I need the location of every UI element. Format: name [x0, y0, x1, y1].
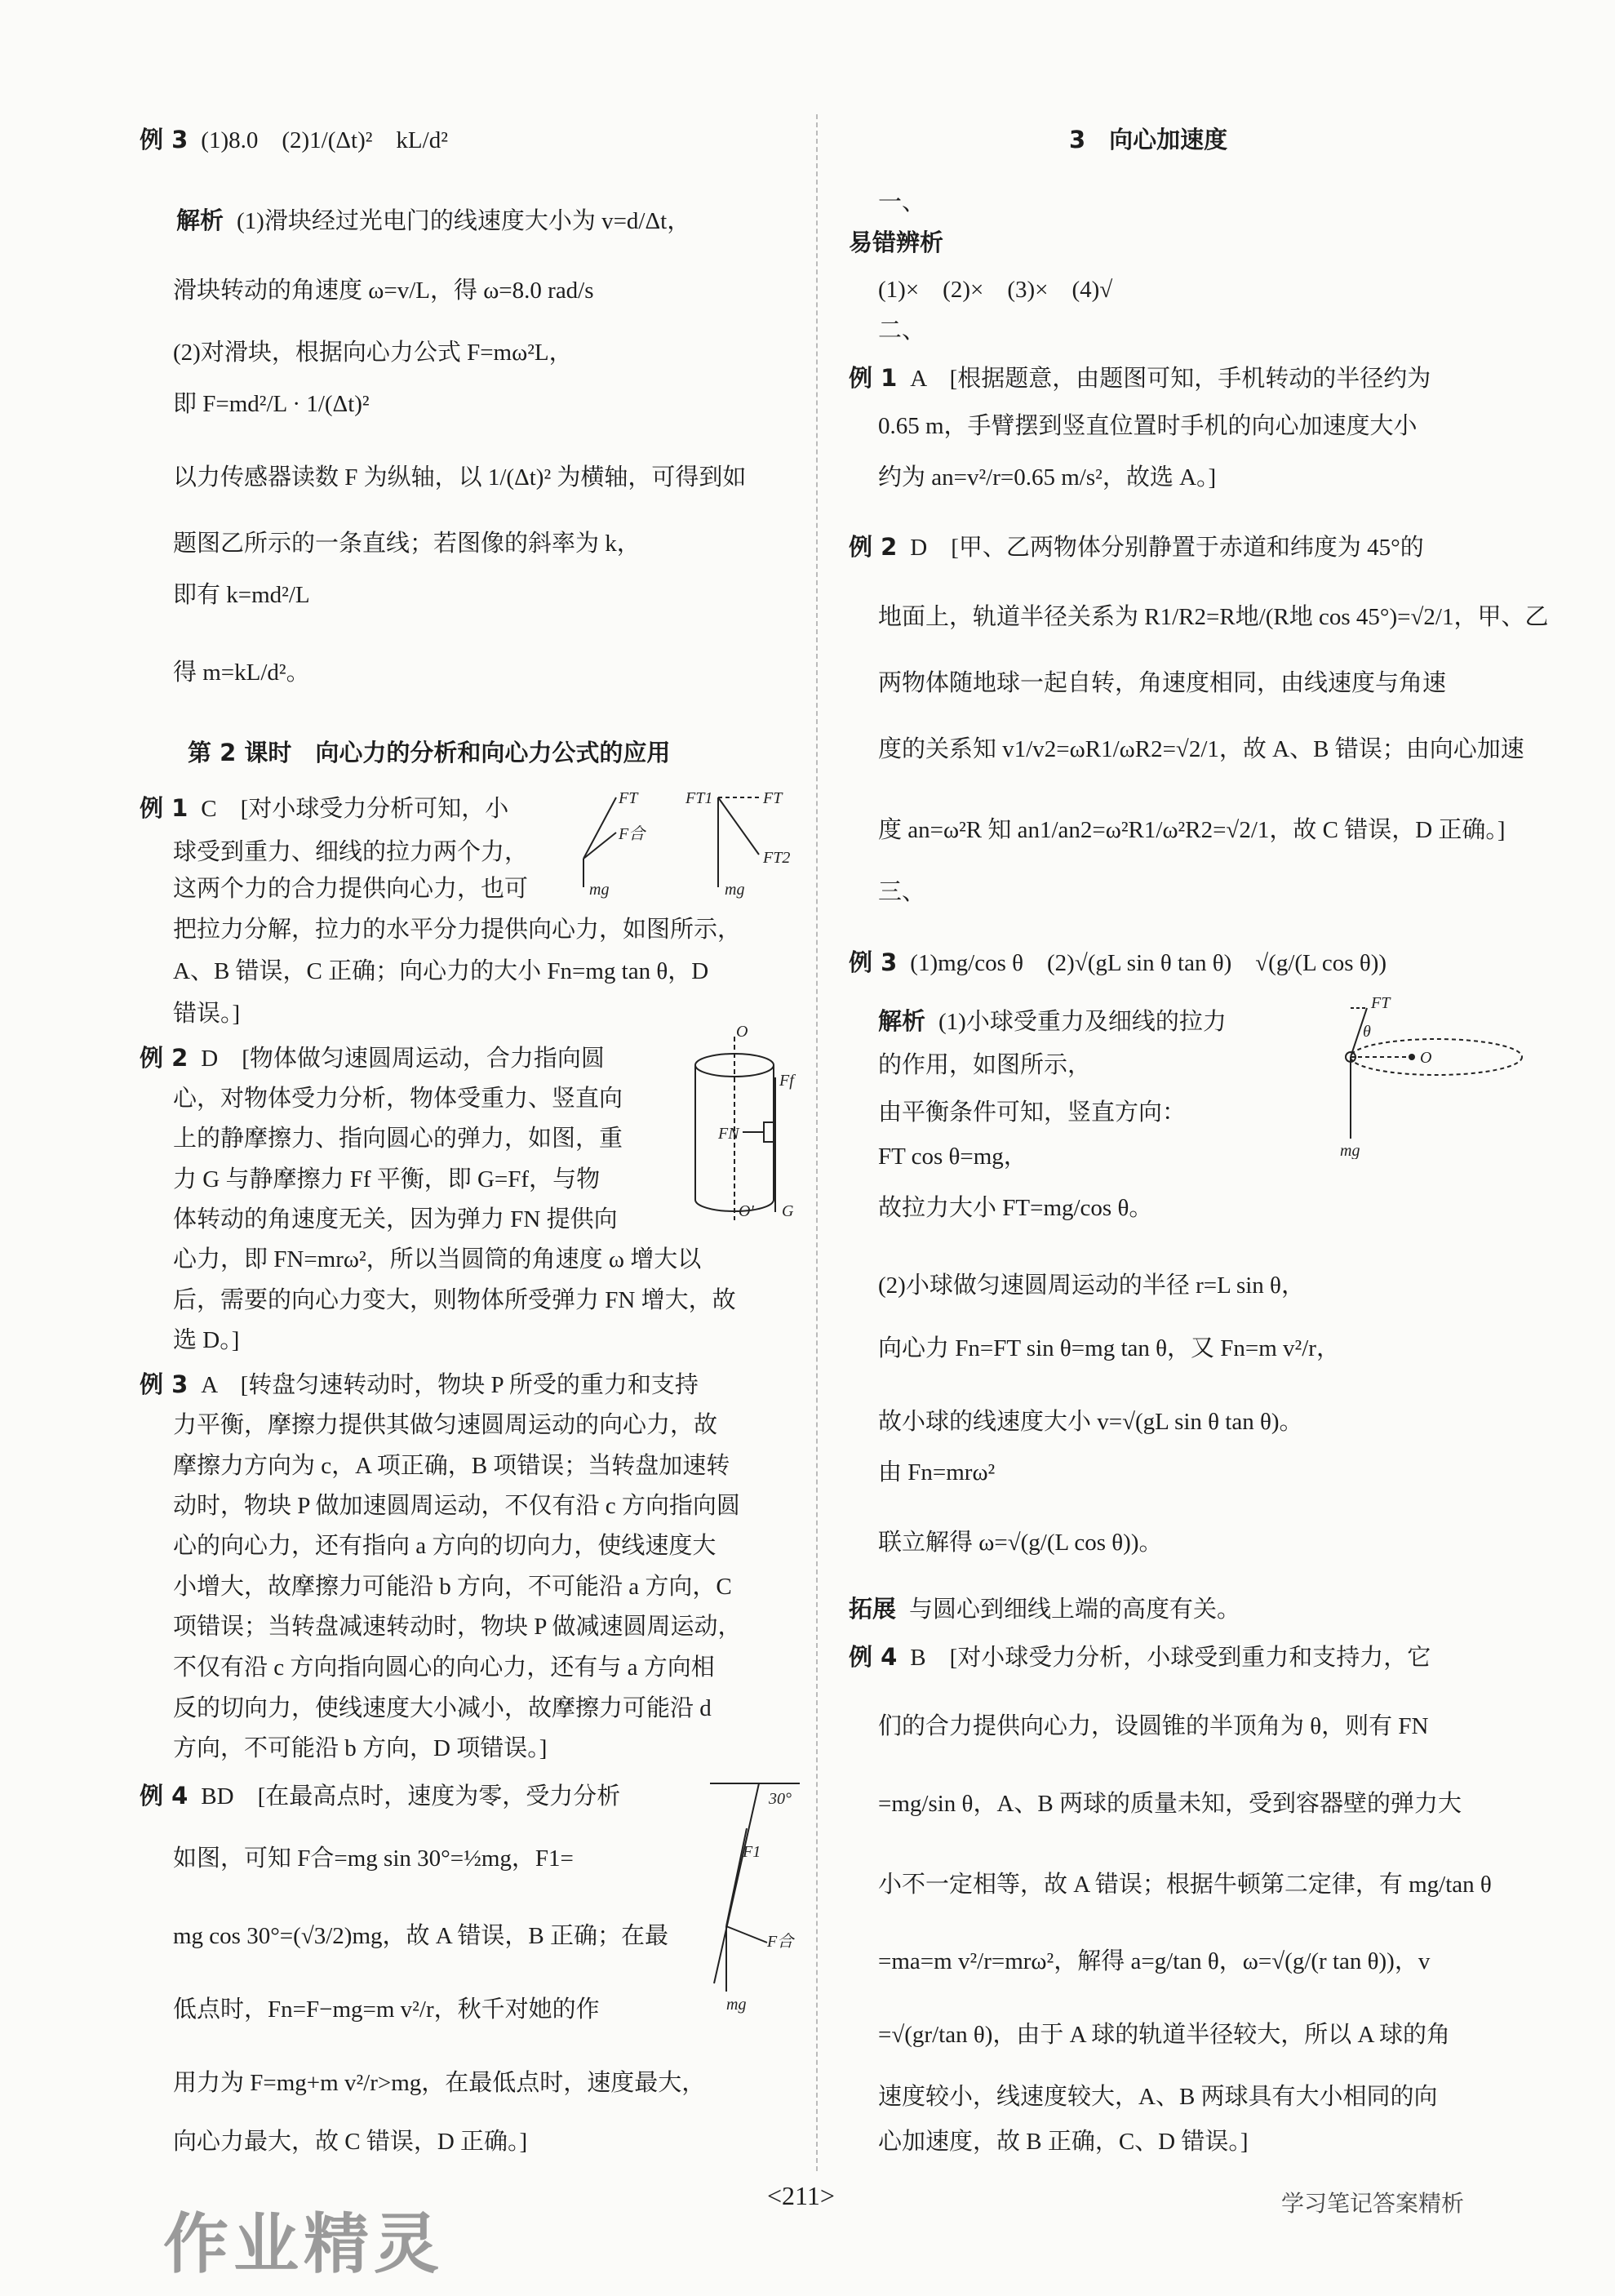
line-text: 摩擦力方向为 c，A 项正确，B 项错误；当转盘加速转 [173, 1453, 730, 1479]
cylinder-diagram [685, 1020, 808, 1232]
item-label: 例 2 [849, 533, 898, 561]
text-line [173, 1570, 796, 1604]
text-line [878, 1405, 1567, 1439]
line-text: 度的关系知 v1/v2=ωR1/ωR2=√2/1，故 A、B 错误；由向心加速 [878, 736, 1524, 762]
label-theta: θ [1363, 1023, 1371, 1041]
text-line [878, 313, 1567, 348]
line-text: 心，对物体受力分析，物体受重力、竖直向 [173, 1086, 623, 1112]
text-line [173, 1489, 796, 1523]
text-line [173, 1650, 796, 1685]
text-line [878, 1787, 1567, 1821]
line-text: 故小球的线速度大小 v=√(gL sin θ tan θ)。 [878, 1409, 1303, 1435]
line-text: 小不一定相等，故 A 错误；根据牛顿第二定律，有 mg/tan θ [878, 1872, 1492, 1898]
item-label: 例 1 [849, 364, 898, 392]
line-text: 反的切向力，使线速度大小减小，故摩擦力可能沿 d [173, 1695, 712, 1721]
watermark: 作业精灵 [163, 2206, 444, 2282]
swing-diagram [702, 1779, 812, 2016]
text-line [173, 460, 796, 495]
text-line [140, 122, 796, 158]
text-line [173, 1449, 796, 1483]
line-text: 把拉力分解，拉力的水平分力提供向心力，如图所示， [173, 917, 742, 943]
item-label: 易错辨析 [849, 229, 944, 256]
line-text: 滑块转动的角速度 ω=v/L，得 ω=8.0 rad/s [173, 278, 594, 304]
line-text: 心加速度，故 B 正确，C、D 错误。] [878, 2129, 1249, 2155]
conical-pendulum-diagram [1338, 996, 1526, 1159]
line-text: 后，需要的向心力变大，则物体所受弹力 FN 增大，故 [173, 1287, 736, 1313]
line-text: 速度较小，线速度较大，A、B 两球具有大小相同的向 [878, 2084, 1438, 2110]
text-line [173, 1283, 796, 1317]
label-mg: mg [726, 1996, 747, 2014]
line-text: 小增大，故摩擦力可能沿 b 方向，不可能沿 a 方向，C [173, 1574, 732, 1600]
text-line [849, 361, 1567, 396]
text-line [176, 203, 796, 238]
text-line [878, 813, 1567, 847]
line-text: 们的合力提供向心力，设圆锥的半顶角为 θ，则有 FN [878, 1713, 1429, 1739]
section-heading: 3 向心加速度 [1069, 126, 1228, 153]
line-text: 错误。] [173, 1001, 241, 1027]
text-line [878, 1455, 1567, 1490]
line-text: (1)滑块经过光电门的线速度大小为 v=d/Δt， [237, 208, 691, 234]
line-text: 由 Fn=mrω² [878, 1459, 996, 1486]
label-ft: FT [619, 789, 638, 807]
text-line [878, 2080, 1567, 2114]
line-text: 力平衡，摩擦力提供其做匀速圆周运动的向心力，故 [173, 1412, 718, 1438]
text-line [173, 1242, 796, 1277]
text-line [140, 1367, 796, 1402]
text-line [878, 1867, 1567, 1902]
line-text: 向心力 Fn=FT sin θ=mg tan θ，又 Fn=m v²/r， [878, 1335, 1340, 1361]
item-label: 解析 [176, 207, 224, 234]
text-line [173, 1323, 796, 1357]
item-label: 例 3 [849, 948, 898, 976]
text-line [878, 2018, 1567, 2052]
text-line [878, 273, 1567, 307]
item-label: 例 3 [140, 126, 189, 153]
label-f1: F1 [743, 1843, 761, 1861]
text-line [173, 1529, 796, 1563]
line-text: 动时，物块 P 做加速圆周运动，不仅有沿 c 方向指向圆 [173, 1493, 740, 1519]
line-text: (1)8.0 (2)1/(Δt)² kL/d² [201, 127, 448, 153]
text-line [878, 1268, 1567, 1303]
line-text: D [甲、乙两物体分别静置于赤道和纬度为 45°的 [910, 535, 1424, 561]
label-ft: FT [1371, 996, 1391, 1012]
line-text: (1)小球受重力及细线的拉力 [938, 1009, 1227, 1035]
text-line [878, 409, 1567, 443]
line-text: 低点时，Fn=F−mg=m v²/r，秋千对她的作 [173, 1996, 600, 2023]
line-text: 项错误；当转盘减速转动时，物块 P 做减速圆周运动， [173, 1614, 742, 1640]
line-text: 不仅有沿 c 方向指向圆心的向心力，还有与 a 方向相 [173, 1654, 715, 1681]
line-text: D [物体做匀速圆周运动，合力指向圆 [201, 1046, 605, 1072]
text-line [878, 1191, 1567, 1225]
text-line [173, 1731, 796, 1765]
line-text: 心力，即 FN=mrω²，所以当圆筒的角速度 ω 增大以 [173, 1246, 702, 1272]
label-fhe: F合 [767, 1933, 794, 1951]
force-diagram-ex1 [571, 785, 808, 899]
line-text: 即有 k=md²/L [173, 582, 310, 608]
line-text: 选 D。] [173, 1327, 240, 1353]
label-g: G [782, 1202, 794, 1220]
line-text: 方向，不可能沿 b 方向，D 项错误。] [173, 1735, 548, 1761]
text-line [173, 273, 796, 308]
text-line [878, 732, 1567, 766]
label-fhe: F合 [619, 825, 646, 843]
line-text: 度 an=ω²R 知 an1/an2=ω²R1/ω²R2=√2/1，故 C 错误，D 正确。] [878, 817, 1506, 843]
line-text: A [根据题意，由题图可知，手机转动的半径约为 [910, 366, 1431, 392]
line-text: 由平衡条件可知，竖直方向： [878, 1099, 1187, 1126]
line-text: =mg/sin θ，A、B 两球的质量未知，受到容器壁的弹力大 [878, 1791, 1462, 1817]
item-label: 例 2 [140, 1044, 189, 1072]
text-line [849, 225, 1567, 260]
line-text: 球受到重力、细线的拉力两个力， [173, 839, 529, 865]
line-text: =√(gr/tan θ)，由于 A 球的轨道半径较大，所以 A 球的角 [878, 2022, 1451, 2048]
book-title: 学习笔记答案精析 [1281, 2192, 1465, 2217]
section-heading: 第 2 课时 向心力的分析和向心力公式的应用 [188, 739, 671, 766]
line-text: 的作用，如图所示， [878, 1052, 1092, 1078]
text-line [173, 2066, 796, 2100]
line-text: 这两个力的合力提供向心力，也可 [173, 876, 529, 902]
line-text: 如图，可知 F合=mg sin 30°=½mg，F1= [173, 1845, 574, 1872]
line-text: 心的向心力，还有指向 a 方向的切向力，使线速度大 [173, 1533, 717, 1559]
label-ft: FT [763, 789, 783, 807]
text-line [140, 1779, 796, 1814]
line-text: 题图乙所示的一条直线；若图像的斜率为 k， [173, 531, 641, 557]
label-ft1: FT1 [685, 789, 713, 807]
line-text: BD [在最高点时，速度为零，受力分析 [201, 1783, 621, 1810]
label-o-prime: O' [739, 1202, 754, 1220]
text-line [849, 1592, 1567, 1627]
column-divider [816, 114, 818, 2171]
text-line [878, 666, 1567, 700]
line-text: 以力传感器读数 F 为纵轴，以 1/(Δt)² 为横轴，可得到如 [173, 464, 747, 491]
line-text: 用力为 F=mg+m v²/r>mg，在最低点时，速度最大， [173, 2070, 706, 2096]
line-text: 即 F=md²/L · 1/(Δt)² [173, 391, 370, 417]
line-text: 约为 an=v²/r=0.65 m/s²，故选 A。] [878, 464, 1217, 491]
page-number: <211> [767, 2181, 835, 2210]
label-ff: Ff [779, 1072, 794, 1090]
item-label: 例 1 [140, 794, 189, 822]
item-label: 解析 [878, 1007, 926, 1035]
text-line [878, 1709, 1567, 1743]
label-o: O [1420, 1049, 1432, 1067]
line-text: 一、 [878, 189, 926, 215]
text-line [173, 913, 796, 947]
text-line [878, 460, 1567, 495]
text-line [173, 578, 796, 612]
text-line [878, 1944, 1567, 1978]
line-text: 上的静摩擦力、指向圆心的弹力，如图，重 [173, 1126, 623, 1152]
line-text: (2)小球做匀速圆周运动的半径 r=L sin θ， [878, 1272, 1305, 1299]
text-line [173, 1610, 796, 1644]
text-line [173, 526, 796, 561]
text-line [173, 335, 796, 370]
text-line [173, 1408, 796, 1442]
item-label: 拓展 [849, 1595, 897, 1623]
line-text: (2)对滑块，根据向心力公式 F=mω²L， [173, 340, 573, 366]
line-text: 联立解得 ω=√(g/(L cos θ))。 [878, 1530, 1163, 1556]
item-label: 例 4 [140, 1782, 189, 1810]
label-mg: mg [725, 881, 745, 899]
label-fn: FN [718, 1125, 739, 1143]
text-line [849, 945, 1567, 980]
line-text: 向心力最大，故 C 错误，D 正确。] [173, 2129, 528, 2155]
line-text: C [对小球受力分析可知，小 [201, 796, 509, 822]
line-text: =ma=m v²/r=mrω²，解得 a=g/tan θ，ω=√(g/(r tan θ))，v [878, 1948, 1431, 1974]
line-text: 体转动的角速度无关，因为弹力 FN 提供向 [173, 1206, 618, 1232]
text-line [878, 2125, 1567, 2159]
line-text: 0.65 m，手臂摆到竖直位置时手机的向心加速度大小 [878, 413, 1418, 439]
text-line [878, 1525, 1567, 1560]
label-30deg: 30° [769, 1790, 792, 1808]
text-line [173, 2125, 796, 2159]
line-text: A [转盘匀速转动时，物块 P 所受的重力和支持 [201, 1372, 699, 1398]
text-line [849, 1640, 1567, 1675]
text-line [849, 530, 1567, 565]
line-text: FT cos θ=mg， [878, 1144, 1027, 1170]
text-line [878, 875, 1567, 909]
text-line [173, 1691, 796, 1725]
line-text: 三、 [878, 879, 926, 905]
line-text: 二、 [878, 318, 926, 344]
item-label: 例 3 [140, 1370, 189, 1398]
text-line [173, 655, 796, 690]
label-ft2: FT2 [763, 849, 791, 867]
label-mg: mg [589, 881, 610, 899]
label-o: O [736, 1023, 748, 1041]
line-text: 地面上，轨道半径关系为 R1/R2=R地/(R地 cos 45°)=√2/1，甲、乙 [878, 604, 1549, 630]
text-line [173, 954, 796, 988]
item-label: 例 4 [849, 1643, 898, 1671]
text-line [878, 1331, 1567, 1366]
line-text: (1)× (2)× (3)× (4)√ [878, 277, 1113, 303]
text-line [173, 387, 796, 421]
line-text: 得 m=kL/d²。 [173, 659, 310, 686]
line-text: (1)mg/cos θ (2)√(gL sin θ tan θ) √(g/(L cos θ)) [910, 950, 1387, 976]
line-text: A、B 错误，C 正确；向心力的大小 Fn=mg tan θ，D [173, 958, 709, 984]
line-text: B [对小球受力分析，小球受到重力和支持力，它 [910, 1645, 1431, 1671]
line-text: mg cos 30°=(√3/2)mg，故 A 错误，B 正确；在最 [173, 1923, 668, 1949]
line-text: 与圆心到细线上端的高度有关。 [909, 1597, 1241, 1623]
line-text: 故拉力大小 FT=mg/cos θ。 [878, 1195, 1153, 1221]
line-text: 力 G 与静摩擦力 Ff 平衡，即 G=Ff，与物 [173, 1166, 601, 1192]
label-mg: mg [1340, 1142, 1360, 1159]
line-text: 两物体随地球一起自转，角速度相同，由线速度与角速 [878, 670, 1447, 696]
text-line [878, 185, 1567, 220]
text-line [878, 600, 1567, 634]
